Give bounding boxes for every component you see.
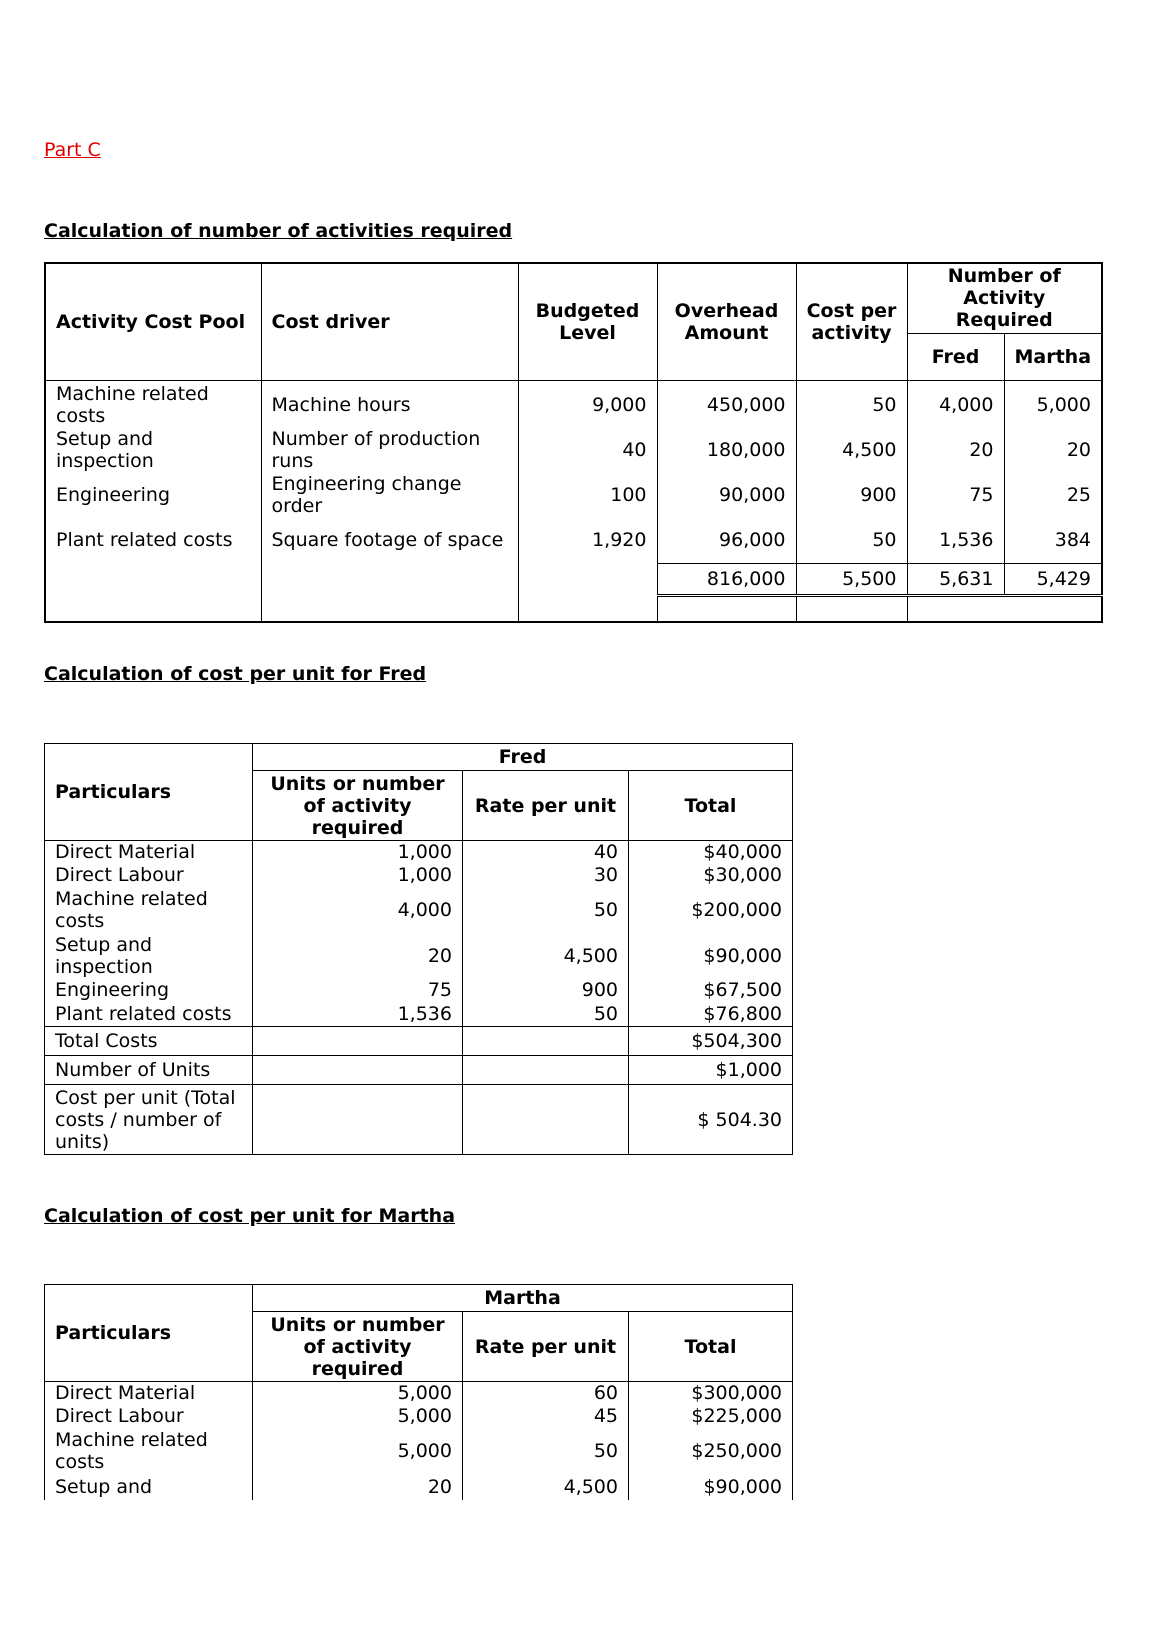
header-martha: Martha <box>1004 333 1102 380</box>
total-costs-label: Total Costs <box>45 1027 253 1056</box>
total-cell: $200,000 <box>629 887 793 933</box>
units-cell: 1,000 <box>253 841 463 864</box>
budgeted-cell: 1,920 <box>518 518 657 564</box>
fred-cell: 4,000 <box>907 380 1004 428</box>
budgeted-cell: 9,000 <box>518 380 657 428</box>
part-c-link[interactable]: Part C <box>44 139 101 161</box>
units-cell: 75 <box>253 979 463 1002</box>
fred-cell: 1,536 <box>907 518 1004 564</box>
table-row <box>45 887 793 933</box>
table-row <box>45 518 1102 564</box>
martha-cell: 25 <box>1004 473 1102 518</box>
activities-heading: Calculation of number of activities required <box>44 220 513 242</box>
total-cell: $90,000 <box>629 933 793 979</box>
rate-cell: 50 <box>463 1428 629 1474</box>
rate-cell: 30 <box>463 864 629 887</box>
martha-cell: 20 <box>1004 428 1102 473</box>
total-overhead: 816,000 <box>657 563 796 595</box>
budgeted-cell: 100 <box>518 473 657 518</box>
particular-label: Machine related costs <box>45 887 253 933</box>
table-row <box>45 979 793 1002</box>
total-cell: $76,800 <box>629 1002 793 1027</box>
particular-label: Direct Material <box>45 841 253 864</box>
total-fred: 5,631 <box>907 563 1004 595</box>
cost-per-cell: 50 <box>796 518 907 564</box>
activities-table <box>44 262 1103 623</box>
table-row <box>45 1405 793 1428</box>
martha-cell: 5,000 <box>1004 380 1102 428</box>
header-cost-driver: Cost driver <box>261 263 518 380</box>
units-cell: 20 <box>253 933 463 979</box>
table-row <box>45 473 1102 518</box>
units-cell: 1,000 <box>253 864 463 887</box>
fred-cell: 75 <box>907 473 1004 518</box>
overhead-cell: 96,000 <box>657 518 796 564</box>
page-bottom-margin <box>0 1500 1158 1638</box>
total-costs-row <box>45 1027 793 1056</box>
rate-cell: 4,500 <box>463 933 629 979</box>
particular-label: Setup and inspection <box>45 933 253 979</box>
cost-per-unit-row <box>45 1085 793 1155</box>
table-row <box>45 1428 793 1474</box>
units-value: $1,000 <box>629 1056 793 1085</box>
particular-label: Machine related costs <box>45 1428 253 1474</box>
overhead-cell: 90,000 <box>657 473 796 518</box>
pool-cell: Machine related costs <box>45 380 261 428</box>
cost-per-unit-label: Cost per unit (Total costs / number of units) <box>45 1085 253 1155</box>
rate-cell: 40 <box>463 841 629 864</box>
header-cost-per-activity: Cost per activity <box>796 263 907 380</box>
total-cell: $40,000 <box>629 841 793 864</box>
blank-row <box>45 595 1102 622</box>
cost-per-cell: 50 <box>796 380 907 428</box>
header-units: Units or number of activity required <box>253 771 463 841</box>
martha-cell: 384 <box>1004 518 1102 564</box>
particular-label: Setup and <box>45 1474 253 1500</box>
table-row <box>45 841 793 864</box>
rate-cell: 50 <box>463 1002 629 1027</box>
total-cell: $90,000 <box>629 1474 793 1500</box>
fred-cell: 20 <box>907 428 1004 473</box>
header-total: Total <box>629 1312 793 1382</box>
martha-heading: Calculation of cost per unit for Martha <box>44 1205 456 1227</box>
driver-cell: Number of production runs <box>261 428 518 473</box>
header-fred: Fred <box>907 333 1004 380</box>
rate-cell: 4,500 <box>463 1474 629 1500</box>
header-particulars: Particulars <box>45 744 253 841</box>
header-product-fred: Fred <box>253 744 793 771</box>
units-cell: 5,000 <box>253 1428 463 1474</box>
header-overhead-amount: Overhead Amount <box>657 263 796 380</box>
header-activity-cost-pool: Activity Cost Pool <box>45 263 261 380</box>
units-cell: 20 <box>253 1474 463 1500</box>
table-row <box>45 428 1102 473</box>
budgeted-cell: 40 <box>518 428 657 473</box>
units-cell: 5,000 <box>253 1405 463 1428</box>
units-row <box>45 1056 793 1085</box>
total-cell: $67,500 <box>629 979 793 1002</box>
header-rate: Rate per unit <box>463 1312 629 1382</box>
total-martha: 5,429 <box>1004 563 1102 595</box>
units-label: Number of Units <box>45 1056 253 1085</box>
total-cell: $300,000 <box>629 1382 793 1405</box>
table-row <box>45 380 1102 428</box>
header-total: Total <box>629 771 793 841</box>
rate-cell: 45 <box>463 1405 629 1428</box>
particular-label: Direct Labour <box>45 864 253 887</box>
cost-per-cell: 900 <box>796 473 907 518</box>
overhead-cell: 450,000 <box>657 380 796 428</box>
cost-per-cell: 4,500 <box>796 428 907 473</box>
pool-cell: Plant related costs <box>45 518 261 564</box>
header-units: Units or number of activity required <box>253 1312 463 1382</box>
units-cell: 1,536 <box>253 1002 463 1027</box>
rate-cell: 60 <box>463 1382 629 1405</box>
total-cell: $250,000 <box>629 1428 793 1474</box>
totals-row <box>45 563 1102 595</box>
fred-heading: Calculation of cost per unit for Fred <box>44 663 427 685</box>
rate-cell: 50 <box>463 887 629 933</box>
particular-label: Engineering <box>45 979 253 1002</box>
pool-cell: Engineering <box>45 473 261 518</box>
martha-cost-table <box>44 1284 793 1500</box>
rate-cell: 900 <box>463 979 629 1002</box>
header-budgeted-level: Budgeted Level <box>518 263 657 380</box>
overhead-cell: 180,000 <box>657 428 796 473</box>
total-costs-value: $504,300 <box>629 1027 793 1056</box>
cost-per-unit-value: $ 504.30 <box>629 1085 793 1155</box>
header-particulars: Particulars <box>45 1285 253 1382</box>
particular-label: Direct Material <box>45 1382 253 1405</box>
total-cost-per: 5,500 <box>796 563 907 595</box>
particular-label: Direct Labour <box>45 1405 253 1428</box>
table-row <box>45 1382 793 1405</box>
driver-cell: Machine hours <box>261 380 518 428</box>
header-product-martha: Martha <box>253 1285 793 1312</box>
table-row <box>45 1002 793 1027</box>
header-rate: Rate per unit <box>463 771 629 841</box>
units-cell: 4,000 <box>253 887 463 933</box>
pool-cell: Setup and inspection <box>45 428 261 473</box>
driver-cell: Square footage of space <box>261 518 518 564</box>
table-row <box>45 1474 793 1500</box>
table-row <box>45 864 793 887</box>
table-row <box>45 933 793 979</box>
driver-cell: Engineering change order <box>261 473 518 518</box>
total-cell: $30,000 <box>629 864 793 887</box>
particular-label: Plant related costs <box>45 1002 253 1027</box>
header-number-of-activity: Number of Activity Required <box>907 263 1102 333</box>
units-cell: 5,000 <box>253 1382 463 1405</box>
fred-cost-table <box>44 743 793 1155</box>
total-cell: $225,000 <box>629 1405 793 1428</box>
